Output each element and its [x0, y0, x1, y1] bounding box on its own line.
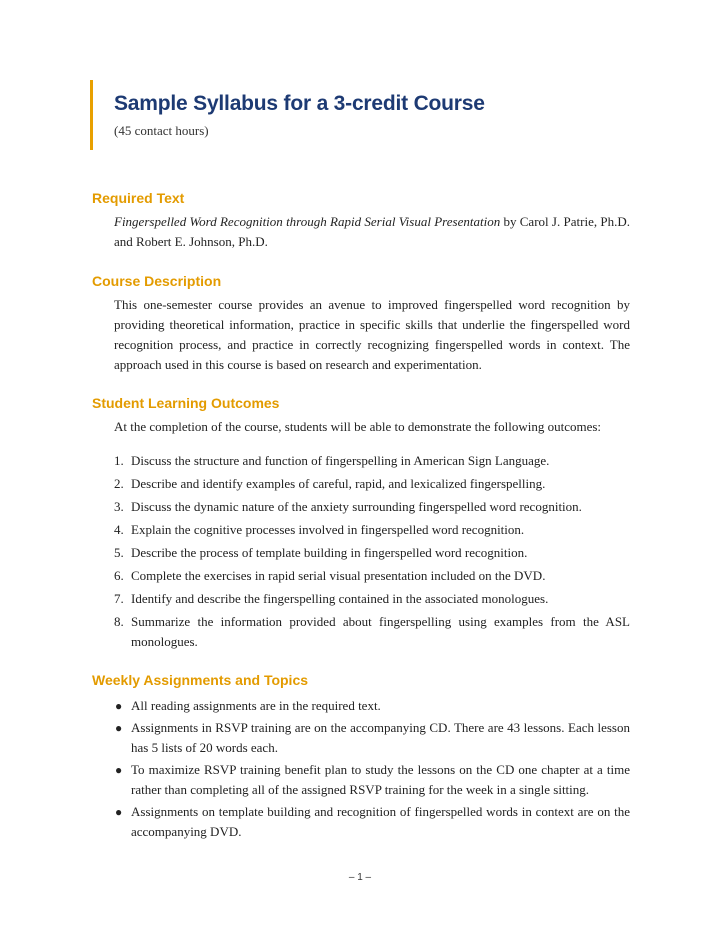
list-item: [114, 696, 630, 716]
required-text-body: [114, 212, 630, 252]
page-title: Sample Syllabus for a 3-credit Course: [114, 92, 485, 115]
course-description-body: [114, 295, 630, 375]
list-number: 1.: [114, 453, 124, 468]
required-text-heading: Required Text: [92, 190, 185, 206]
page-number: – 1 –: [348, 872, 372, 883]
book-authors: by Carol J. Patrie, Ph.D. and Robert E. Johnson, Ph.D.: [114, 214, 630, 249]
list-text: To maximize RSVP training benefit plan to study the lessons on the CD one chapter at a time rather than completing all of the assigned RSVP training for the week in a single sitting.: [131, 762, 630, 797]
list-item: [114, 718, 630, 758]
assignments-list: [114, 696, 630, 842]
course-description-section: [92, 273, 630, 375]
list-text: Describe the process of template building in fingerspelled word recognition.: [131, 545, 528, 560]
list-text: Assignments in RSVP training are on the accompanying CD. There are 43 lessons. Each lesson has 5 lists of 20 words each.: [131, 720, 630, 755]
required-text-section: [92, 190, 630, 252]
weekly-assignments-body: [114, 696, 630, 842]
course-description-heading: Course Description: [92, 273, 222, 289]
list-item: [114, 497, 630, 517]
list-text: Discuss the structure and function of fingerspelling in American Sign Language.: [131, 453, 550, 468]
bullet-icon: ●: [115, 805, 123, 819]
bullet-icon: ●: [115, 699, 123, 713]
weekly-assignments-heading: Weekly Assignments and Topics: [92, 672, 309, 688]
list-item: [114, 760, 630, 800]
list-item: [114, 566, 630, 586]
outcomes-list: [114, 451, 630, 652]
list-text: All reading assignments are in the required text.: [131, 698, 381, 713]
list-number: 8.: [114, 614, 124, 629]
bullet-icon: ●: [115, 721, 123, 735]
list-item: [114, 451, 630, 471]
list-item: [114, 589, 630, 609]
bullet-icon: ●: [115, 763, 123, 777]
list-item: [114, 612, 630, 652]
list-item: [114, 802, 630, 842]
list-text: Discuss the dynamic nature of the anxiety surrounding fingerspelled word recognition.: [131, 499, 582, 514]
list-text: Explain the cognitive processes involved in fingerspelled word recognition.: [131, 522, 525, 537]
course-description-text: This one-semester course provides an avenue to improved fingerspelled word recognition by providing theoretical information, practice in specific skills that underlie the fingerspelled word recognition process, and practice in correctly recognizing fingerspelled words in context. The approach used in this course is based on research and experimentation.: [114, 297, 630, 372]
list-item: [114, 474, 630, 494]
list-number: 2.: [114, 476, 124, 491]
learning-outcomes-section: [92, 395, 630, 655]
list-number: 5.: [114, 545, 124, 560]
list-text: Summarize the information provided about fingerspelling using examples from the ASL monologues.: [131, 614, 630, 649]
list-number: 4.: [114, 522, 124, 537]
list-number: 6.: [114, 568, 124, 583]
page-subtitle: (45 contact hours): [114, 123, 209, 138]
list-item: [114, 543, 630, 563]
list-text: Assignments on template building and recognition of fingerspelled words in context are on the accompanying DVD.: [131, 804, 630, 839]
learning-outcomes-heading: Student Learning Outcomes: [92, 395, 280, 411]
learning-outcomes-body: [114, 417, 630, 652]
list-number: 3.: [114, 499, 124, 514]
list-number: 7.: [114, 591, 124, 606]
learning-outcomes-intro: At the completion of the course, students will be able to demonstrate the following outcomes:: [114, 419, 602, 434]
book-title: Fingerspelled Word Recognition through Rapid Serial Visual Presentation: [114, 214, 501, 229]
list-text: Describe and identify examples of careful, rapid, and lexicalized fingerspelling.: [131, 476, 546, 491]
weekly-assignments-section: [92, 672, 630, 844]
list-item: [114, 520, 630, 540]
list-text: Complete the exercises in rapid serial visual presentation included on the DVD.: [131, 568, 546, 583]
title-block: [90, 80, 485, 150]
list-text: Identify and describe the fingerspelling contained in the associated monologues.: [131, 591, 549, 606]
